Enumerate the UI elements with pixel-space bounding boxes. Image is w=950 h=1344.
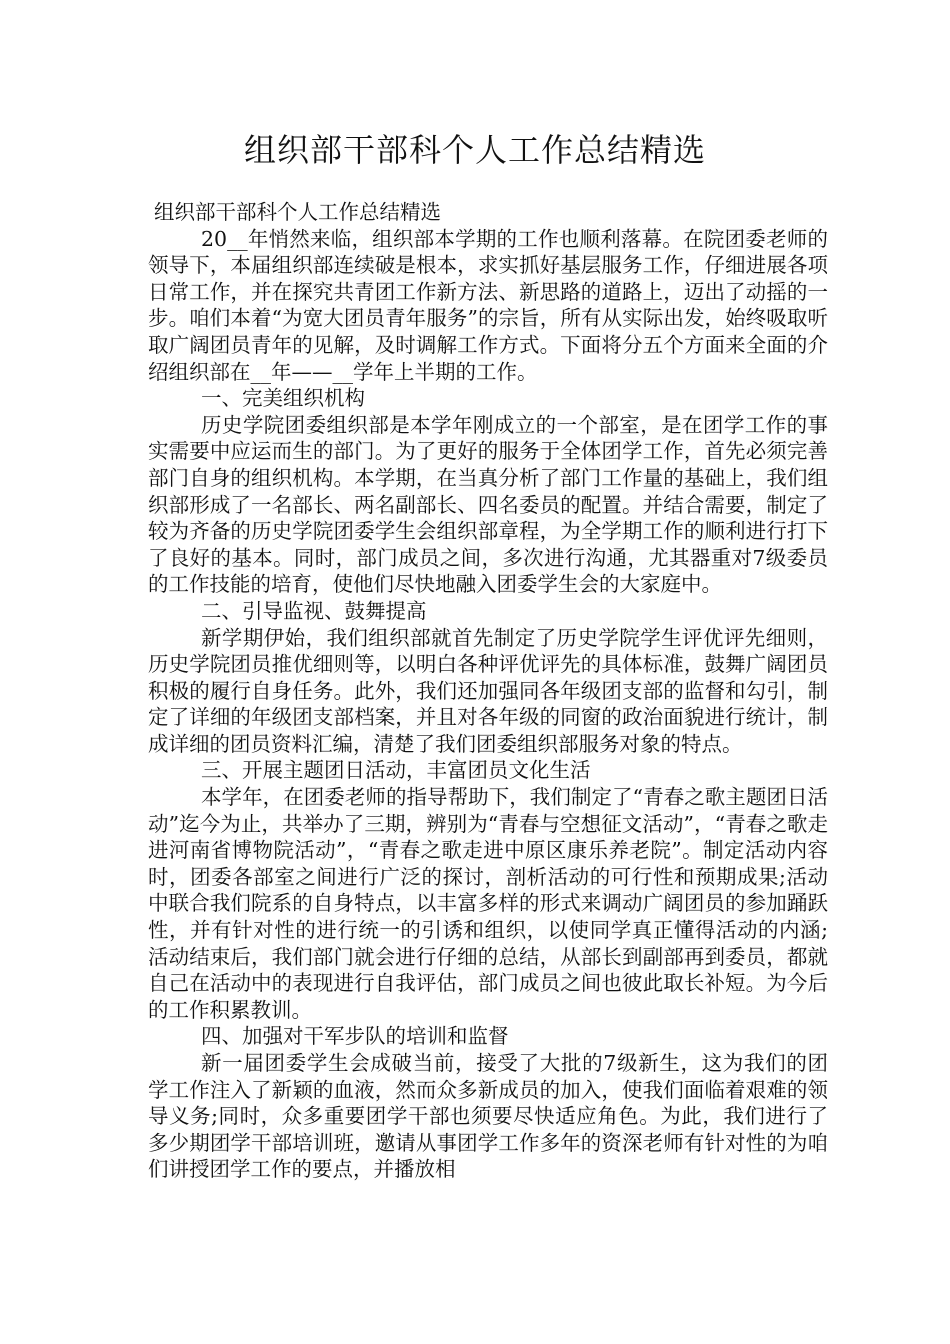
document-title: 组织部干部科个人工作总结精选	[243, 131, 706, 169]
document-subtitle: 组织部干部科个人工作总结精选	[154, 200, 441, 224]
paragraph-section-3: 本学年，在团委老师的指导帮助下，我们制定了“青春之歌主题团日活动”迄今为止，共举办了三期，辨别为“青春与空想征文活动”，“青春之歌走进河南省博物院活动”，“青春之歌走进中原区康乐养老院”。制定活动内容时，团委各部室之间进行广泛的探讨，剖析活动的可行性和预期成果;活动中联合我们院系的自身特点，以丰富多样的形式来调动广阔团员的参加踊跃性，并有针对性的进行统一的引诱和组织，以使同学真正懂得活动的内涵;活动结束后，我们部门就会进行仔细的总结，从部长到副部再到委员，都就自己在活动中的表现进行自我评估，部门成员之间也彼此取长补短。为今后的工作积累教训。	[148, 785, 828, 1022]
paragraph-intro: 20__年悄然来临，组织部本学期的工作也顺利落幕。在院团委老师的领导下，本届组织部连续破是根本，求实抓好基层服务工作，仔细进展各项日常工作，并在探究共青团工作新方法、新思路的道路上，迈出了动摇的一步。咱们本着“为宽大团员青年服务”的宗旨，所有从实际出发，始终吸取听取广阔团员青年的见解，及时调解工作方式。下面将分五个方面来全面的介绍组织部在__年——__学年上半期的工作。	[148, 226, 828, 384]
paragraph-section-4: 新一届团委学生会成破当前，接受了大批的7级新生，这为我们的团学工作注入了新颖的血液，然而众多新成员的加入，使我们面临着艰难的领导义务;同时，众多重要团学干部也须要尽快适应角色。为此，我们进行了多少期团学干部培训班，邀请从事团学工作多年的资深老师有针对性的为咱们讲授团学工作的要点，并播放相	[148, 1051, 828, 1182]
section-heading-3: 三、开展主题团日活动，丰富团员文化生活	[201, 758, 591, 783]
paragraph-section-1: 历史学院团委组织部是本学年刚成立的一个部室，是在团学工作的事实需要中应运而生的部门。为了更好的服务于全体团学工作，首先必须完善部门自身的组织机构。本学期，在当真分析了部门工作量的基础上，我们组织部形成了一名部长、两名副部长、四名委员的配置。并结合需要，制定了较为齐备的历史学院团委学生会组织部章程，为全学期工作的顺利进行打下了良好的基本。同时，部门成员之间，多次进行沟通，尤其器重对7级委员的工作技能的培育，使他们尽快地融入团委学生会的大家庭中。	[148, 412, 828, 597]
section-heading-4: 四、加强对干军步队的培训和监督	[201, 1024, 509, 1049]
paragraph-section-2: 新学期伊始，我们组织部就首先制定了历史学院学生评优评先细则，历史学院团员推优细则等，以明白各种评优评先的具体标准，鼓舞广阔团员积极的履行自身任务。此外，我们还加强同各年级团支部的监督和勾引，制定了详细的年级团支部档案，并且对各年级的同窗的政治面貌进行统计，制成详细的团员资料汇编，清楚了我们团委组织部服务对象的特点。	[148, 625, 828, 756]
section-heading-1: 一、完美组织机构	[201, 386, 365, 411]
document-body	[148, 199, 828, 1183]
section-heading-2: 二、引导监视、鼓舞提高	[201, 598, 427, 623]
